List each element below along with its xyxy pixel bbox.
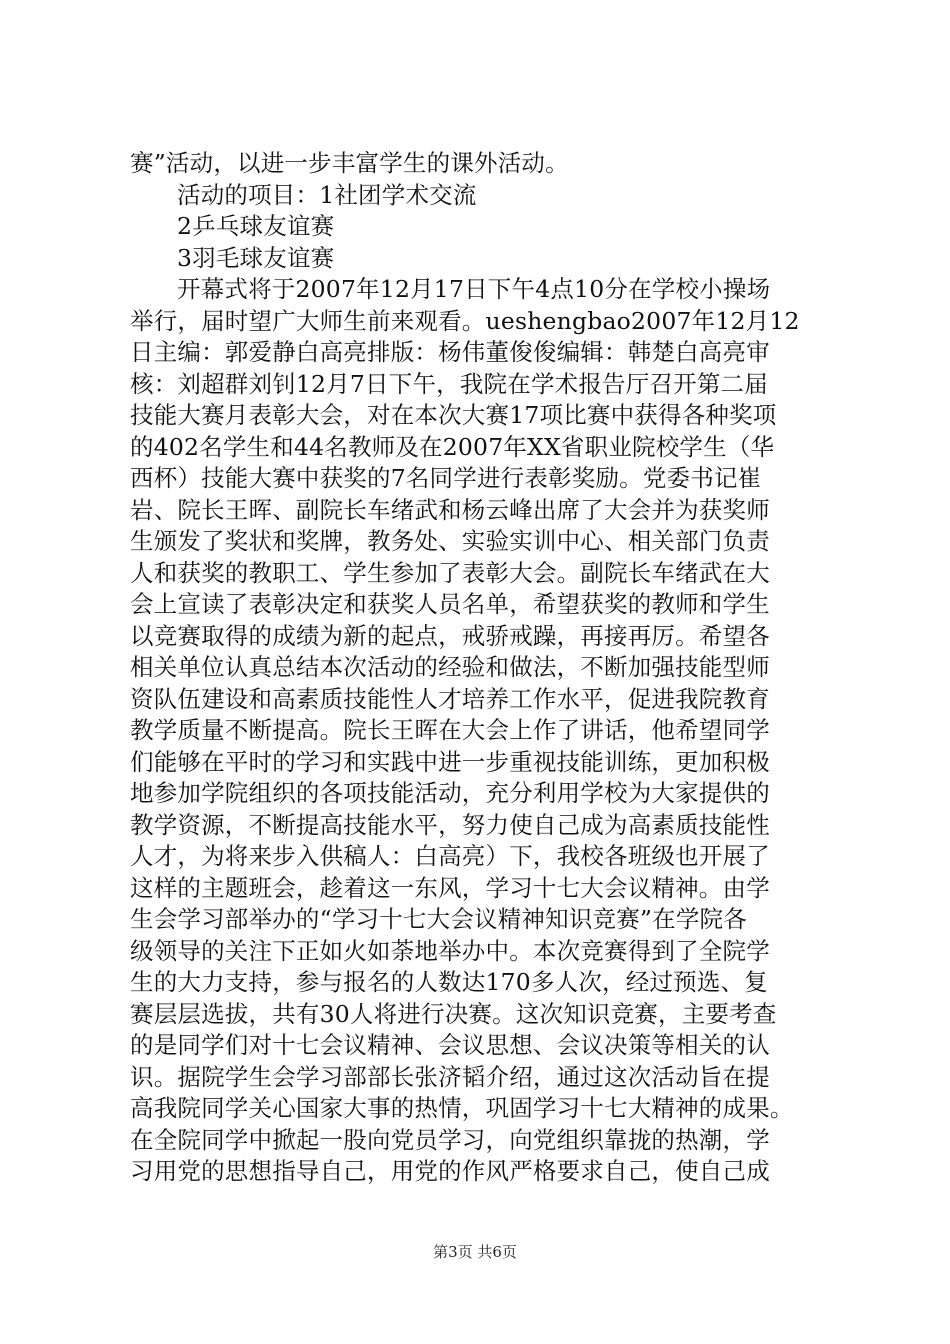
text-line: 赛”活动，以进一步丰富学生的课外活动。: [130, 149, 569, 177]
text-line: 资队伍建设和高素质技能性人才培养工作水平，促进我院教育: [130, 684, 770, 713]
text-line: 教学资源，不断提高技能水平，努力使自己成为高素质技能性: [130, 810, 770, 839]
text-line: 们能够在平时的学习和实践中进一步重视技能训练，更加积极: [130, 747, 770, 776]
text-line: 2乒乓球友谊赛: [177, 212, 335, 240]
text-line: 高我院同学关心国家大事的热情，巩固学习十七大精神的成果。: [130, 1094, 794, 1122]
text-line: 赛层层选拔，共有30人将进行决赛。这次知识竞赛，主要考查: [130, 999, 777, 1028]
text-line: 教学质量不断提高。院长王晖在大会上作了讲话，他希望同学: [130, 716, 770, 744]
text-line: 岩、院长王晖、副院长车绪武和杨云峰出席了大会并为获奖师: [130, 495, 770, 524]
text-line: 以竞赛取得的成绩为新的起点，戒骄戒躁，再接再厉。希望各: [130, 621, 770, 650]
text-line: 活动的项目：1社团学术交流: [177, 180, 477, 209]
text-line: 会上宣读了表彰决定和获奖人员名单，希望获奖的教师和学生: [130, 590, 770, 618]
text-line: 人和获奖的教职工、学生参加了表彰大会。副院长车绪武在大: [130, 558, 770, 587]
text-line: 日主编：郭爱静白高亮排版：杨伟董俊俊编辑：韩楚白高亮审: [130, 338, 770, 366]
text-line: 西杯）技能大赛中获奖的7名同学进行表彰奖励。党委书记崔: [130, 464, 762, 492]
body-text: [130, 148, 830, 1188]
text-line: 人才，为将来步入供稿人：白高亮）下，我校各班级也开展了: [130, 842, 770, 870]
text-line: 这样的主题班会，趁着这一东风，学习十七大会议精神。由学: [130, 873, 770, 902]
text-line: 的402名学生和44名教师及在2007年XX省职业院校学生（华: [130, 432, 775, 461]
text-line: 生会学习部举办的“学习十七大会议精神知识竞赛”在学院各: [130, 905, 747, 933]
text-line: 识。据院学生会学习部部长张济韬介绍，通过这次活动旨在提: [130, 1062, 770, 1091]
text-line: 核：刘超群刘钊12月7日下午，我院在学术报告厅召开第二届: [130, 369, 768, 398]
text-line: 举行，届时望广大师生前来观看。ueshengbao2007年12月12: [130, 306, 800, 335]
text-line: 3羽毛球友谊赛: [177, 243, 335, 272]
text-line: 生的大力支持，参与报名的人数达170多人次，经过预选、复: [130, 968, 768, 996]
page-footer: 第3页 共6页: [433, 1243, 517, 1261]
text-line: 生颁发了奖状和奖牌，教务处、实验实训中心、相关部门负责: [130, 527, 770, 555]
text-line: 的是同学们对十七会议精神、会议思想、会议决策等相关的认: [130, 1031, 770, 1059]
text-line: 习用党的思想指导自己，用党的作风严格要求自己，使自己成: [130, 1157, 770, 1185]
text-line: 级领导的关注下正如火如荼地举办中。本次竞赛得到了全院学: [130, 936, 770, 965]
text-line: 开幕式将于2007年12月17日下午4点10分在学校小操场: [177, 275, 771, 303]
text-line: 在全院同学中掀起一股向党员学习，向党组织靠拢的热潮，学: [130, 1125, 770, 1154]
text-line: 技能大赛月表彰大会，对在本次大赛17项比赛中获得各种奖项: [130, 401, 777, 429]
text-line: 地参加学院组织的各项技能活动，充分利用学校为大家提供的: [130, 779, 770, 807]
text-line: 相关单位认真总结本次活动的经验和做法，不断加强技能型师: [130, 653, 770, 681]
